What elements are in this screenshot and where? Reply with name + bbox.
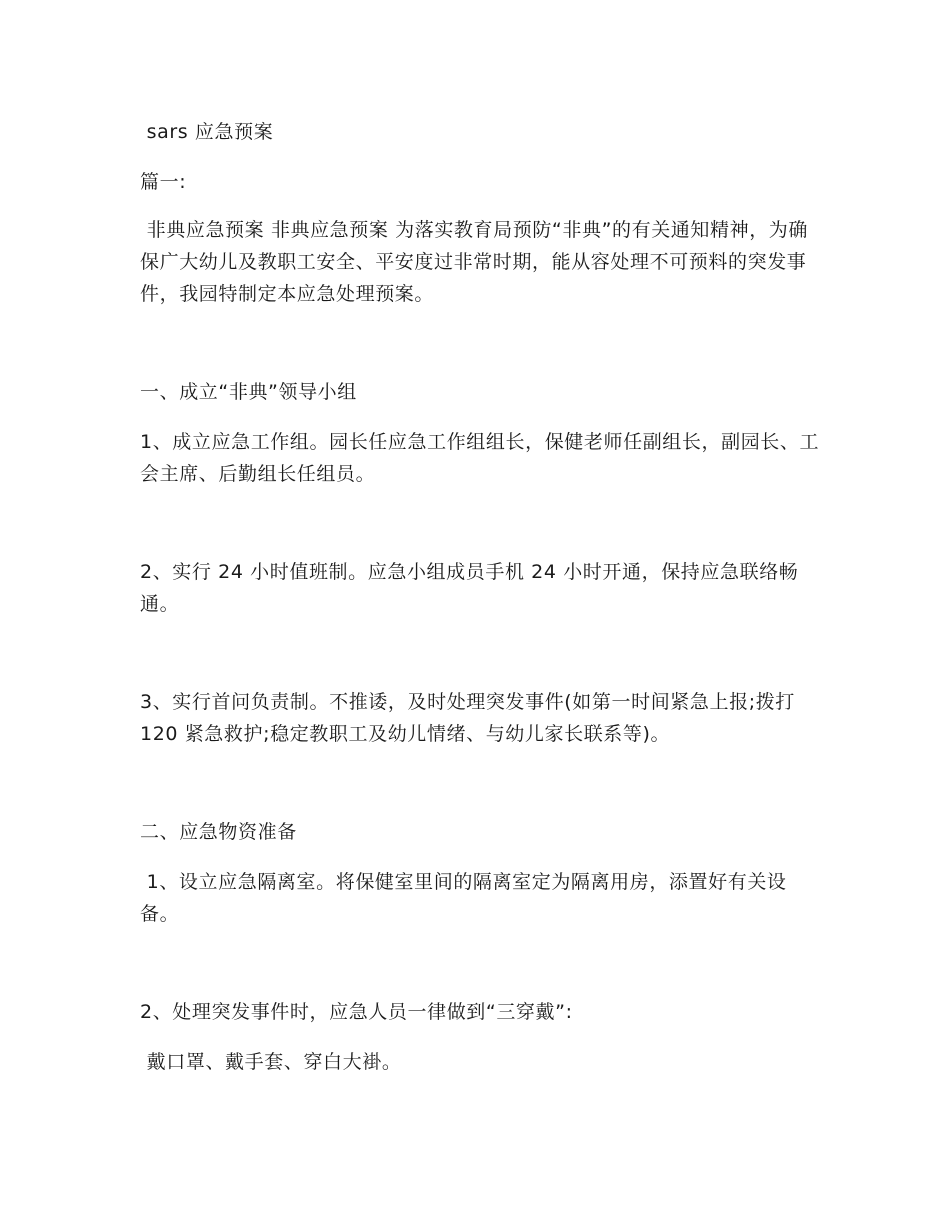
paragraph-wear-items: 戴口罩、戴手套、穿白大褂。 xyxy=(140,1051,402,1073)
paragraph-intro: 非典应急预案 非典应急预案 为落实教育局预防“非典”的有关通知精神，为确保广大幼儿及教职工安全、平安度过非常时期，能从容处理不可预料的突发事件，我园特制定本应急处理预案。 xyxy=(140,219,809,305)
paragraph-isolation-room: 1、设立应急隔离室。将保健室里间的隔离室定为隔离用房，添置好有关设备。 xyxy=(140,871,787,925)
document-title: sars 应急预案 xyxy=(140,121,274,143)
paragraph-section-label: 篇一: xyxy=(140,171,187,193)
paragraph-item-2: 2、实行 24 小时值班制。应急小组成员手机 24 小时开通，保持应急联络畅通。 xyxy=(140,561,799,615)
paragraph-three-wear: 2、处理突发事件时，应急人员一律做到“三穿戴”: xyxy=(140,1001,573,1023)
heading-emergency-supplies: 二、应急物资准备 xyxy=(140,821,297,843)
paragraph-item-1: 1、成立应急工作组。园长任应急工作组组长，保健老师任副组长，副园长、工会主席、后勤组长任组员。 xyxy=(140,431,820,485)
paragraph-item-3: 3、实行首问负责制。不推诿，及时处理突发事件(如第一时间紧急上报;拨打 120 紧急救护;稳定教职工及幼儿情绪、与幼儿家长联系等)。 xyxy=(140,691,802,745)
heading-leadership-group: 一、成立“非典”领导小组 xyxy=(140,381,357,403)
